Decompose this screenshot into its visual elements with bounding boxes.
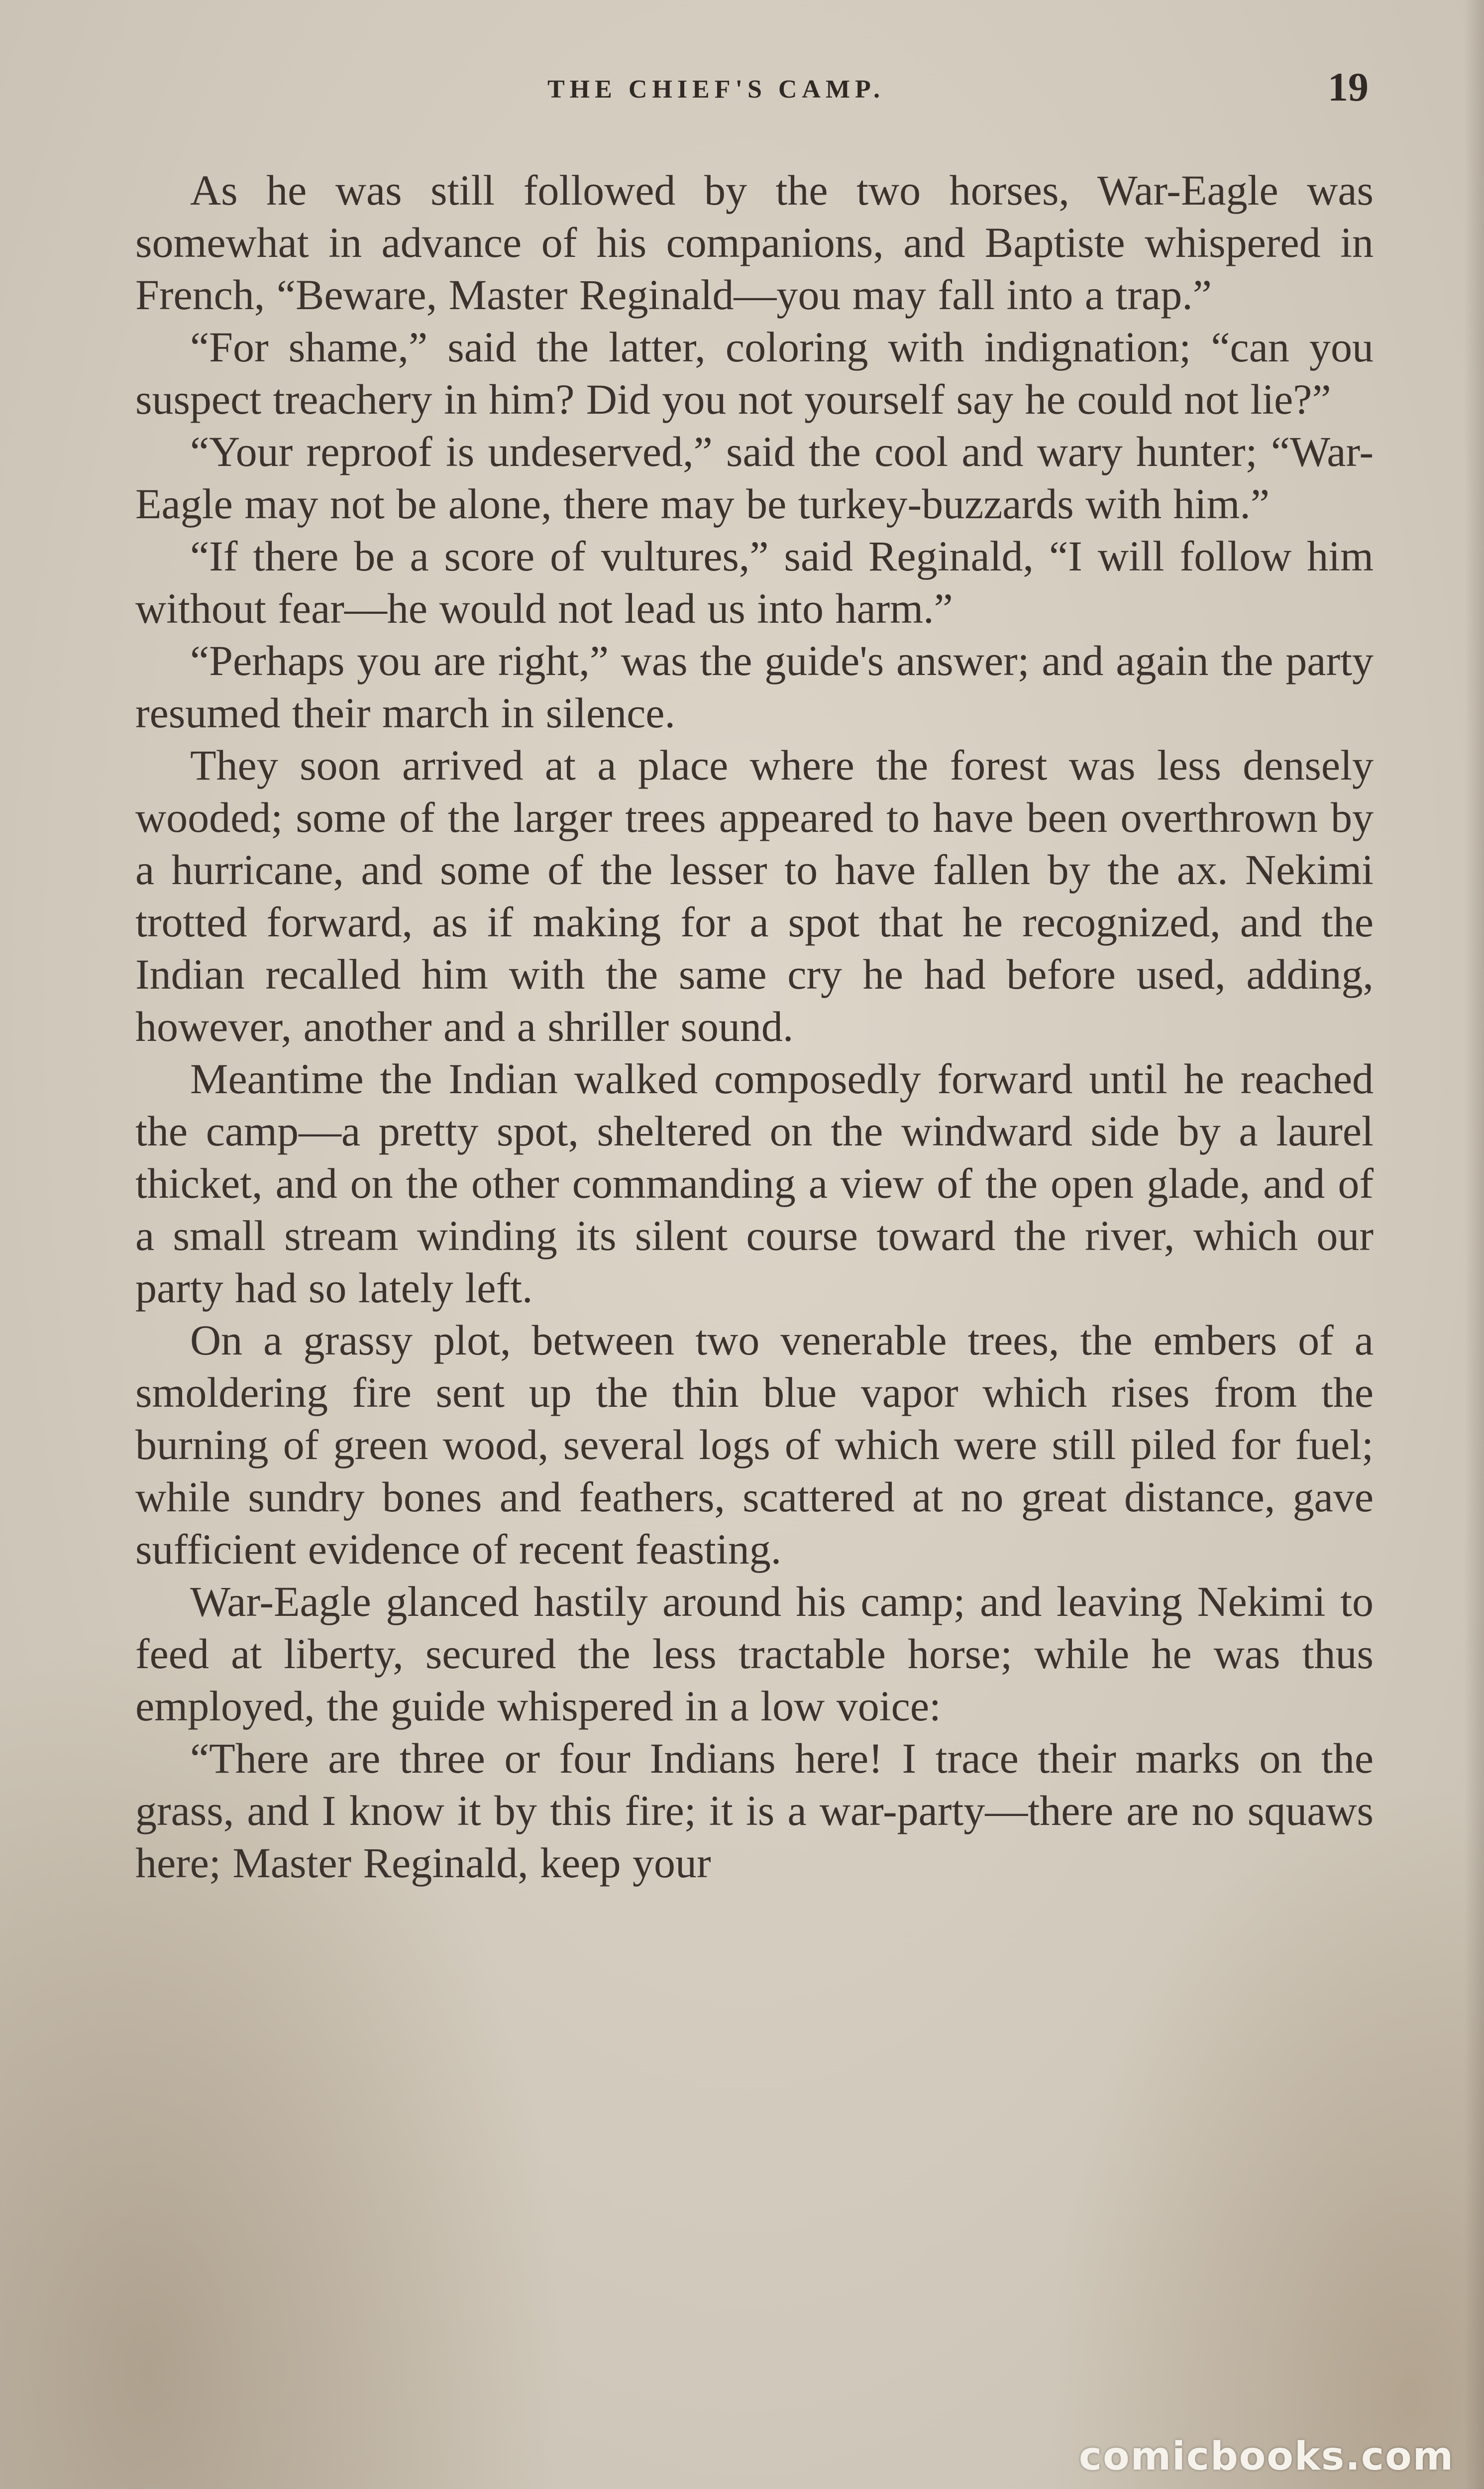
running-head: THE CHIEF'S CAMP.: [547, 75, 885, 104]
paragraph: “There are three or four Indians here! I trace their marks on the grass, and I know it by this fire; it is a war-party—there are no squaws here; Master Reginald, keep your: [135, 1734, 1374, 1887]
paragraph: “If there be a score of vultures,” said Reginald, “I will follow him without fear—he would not lead us into harm.”: [135, 532, 1374, 632]
paragraph: War-Eagle glanced hastily around his camp; and leaving Nekimi to feed at liberty, secured the less tractable horse; while he was thus employed, the guide whispered in a low voice:: [135, 1578, 1374, 1730]
paragraph: As he was still followed by the two horses, War-Eagle was somewhat in advance of his companions, and Baptiste whispered in French, “Beware, Master Reginald—you may fall into a trap.”: [135, 166, 1374, 319]
paragraph: “For shame,” said the latter, coloring with indignation; “can you suspect treachery in him? Did you not yourself say he could not lie?”: [135, 323, 1374, 423]
paragraph: “Perhaps you are right,” was the guide's answer; and again the party resumed their march in silence.: [135, 637, 1374, 737]
body-text: [135, 164, 1374, 1889]
paragraph: On a grassy plot, between two venerable trees, the embers of a smoldering fire sent up the thin blue vapor which rises from the burning of green wood, several logs of which were still piled for fuel; while sundry bones and feathers, scattered at no great distance, gave sufficient evidence of recent feasting.: [135, 1316, 1374, 1573]
paragraph: They soon arrived at a place where the forest was less densely wooded; some of the larger trees appeared to have been overthrown by a hurricane, and some of the lesser to have fallen by the ax. Nekimi trotted forward, as if making for a spot that he recognized, and the Indian recalled him with the same cry he had before used, adding, however, another and a shriller sound.: [135, 741, 1374, 1050]
paragraph: “Your reproof is undeserved,” said the cool and wary hunter; “War-Eagle may not be alone, there may be turkey-buzzards with him.”: [135, 428, 1374, 528]
page-number: 19: [1328, 64, 1369, 110]
page-edge-shadow: [1464, 0, 1484, 2489]
paragraph: Meantime the Indian walked composedly forward until he reached the camp—a pretty spot, sheltered on the windward side by a laurel thicket, and on the other commanding a view of the open glade, and of a small stream winding its silent course toward the river, which our party had so lately left.: [135, 1055, 1374, 1312]
watermark: comicbooks.com: [1078, 2434, 1454, 2479]
